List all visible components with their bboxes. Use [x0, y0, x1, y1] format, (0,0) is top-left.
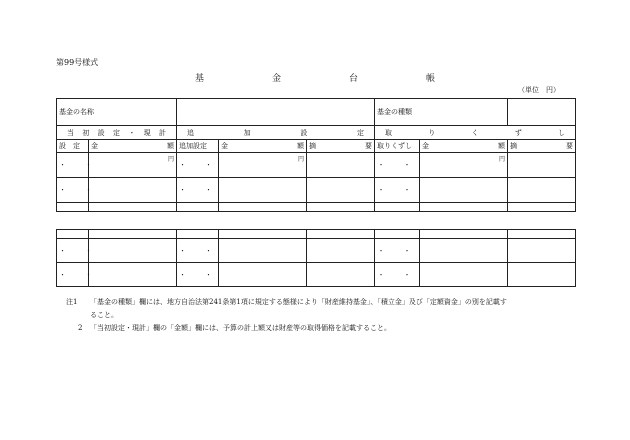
col-amount-3: 金 額 — [420, 140, 508, 153]
amount-cell[interactable] — [420, 263, 508, 287]
col-add-setting: 追加設定 — [177, 140, 219, 153]
title-char: 台 — [348, 74, 358, 84]
fund-name-label: 基金の名称 — [57, 99, 177, 126]
amount-cell[interactable] — [89, 239, 177, 263]
note-text: 「基金の種類」欄には、地方自治法第241条第1項に規定する態様により「財産維持基金」、「積立金」及び「定額資金」の別を記載す — [90, 298, 507, 306]
form-number: 第99号様式 — [56, 58, 99, 67]
title-char: 帳 — [425, 74, 435, 84]
note-item: 2 「当初設定・現計」欄の「金額」欄には、予算の計上額又は財産等の取得価格を記載すること。 — [66, 322, 586, 335]
date-cell[interactable]: ・ ・ — [375, 153, 420, 178]
date-cell[interactable]: ・ ・ — [57, 153, 89, 178]
col-memo-1: 摘 要 — [307, 140, 375, 153]
amount-cell[interactable] — [219, 263, 307, 287]
date-cell[interactable]: ・ ・ — [57, 178, 89, 203]
fund-info-row — [57, 99, 576, 126]
memo-cell[interactable] — [508, 153, 576, 178]
amount-cell[interactable] — [420, 178, 508, 203]
amount-cell[interactable] — [89, 263, 177, 287]
amount-cell[interactable] — [420, 239, 508, 263]
amount-cell[interactable]: 円 — [420, 153, 508, 178]
memo-cell[interactable] — [508, 178, 576, 203]
memo-cell[interactable] — [307, 153, 375, 178]
amount-cell[interactable]: 円 — [219, 153, 307, 178]
memo-cell[interactable] — [508, 263, 576, 287]
section-additional-header: 追 加 設 定 — [177, 126, 375, 140]
date-cell[interactable]: ・ ・ — [177, 178, 219, 203]
date-cell[interactable]: ・ ・ — [375, 239, 420, 263]
date-cell[interactable]: ・ ・ — [57, 263, 89, 287]
table-row-partial — [57, 230, 576, 239]
date-cell[interactable]: ・ ・ — [57, 239, 89, 263]
col-amount-1: 金 額 — [89, 140, 177, 153]
section-header-row — [57, 126, 576, 140]
table-row-partial — [57, 203, 576, 212]
note-text: ること。 — [90, 311, 118, 319]
fund-type-field[interactable] — [508, 99, 576, 126]
section-initial-header: 当 初 設 定 ・ 現 計 — [57, 126, 177, 140]
ledger-table-top — [56, 98, 576, 212]
memo-cell[interactable] — [307, 263, 375, 287]
notes — [66, 296, 586, 335]
memo-cell[interactable] — [307, 178, 375, 203]
note-item: 注1 「基金の種類」欄には、地方自治法第241条第1項に規定する態様により「財産維持基金」、「積立金」及び「定額資金」の別を記載す — [66, 296, 586, 309]
table-row — [57, 153, 576, 178]
col-setting: 設 定 — [57, 140, 89, 153]
note-text: 「当初設定・現計」欄の「金額」欄には、予算の計上額又は財産等の取得価格を記載すること。 — [90, 324, 391, 332]
table-row — [57, 239, 576, 263]
ledger-table-bottom — [56, 229, 576, 287]
fund-type-label: 基金の種類 — [375, 99, 508, 126]
table-row — [57, 263, 576, 287]
memo-cell[interactable] — [307, 239, 375, 263]
amount-cell[interactable] — [219, 239, 307, 263]
section-withdrawal-header: 取 り く ず し — [375, 126, 576, 140]
date-cell[interactable]: ・ ・ — [375, 178, 420, 203]
note-item — [66, 309, 586, 322]
fund-name-field[interactable] — [177, 99, 375, 126]
col-withdraw: 取りくずし — [375, 140, 420, 153]
date-cell[interactable]: ・ ・ — [177, 153, 219, 178]
amount-cell[interactable]: 円 — [89, 153, 177, 178]
date-cell[interactable]: ・ ・ — [177, 239, 219, 263]
column-header-row — [57, 140, 576, 153]
date-cell[interactable]: ・ ・ — [375, 263, 420, 287]
table-row — [57, 178, 576, 203]
memo-cell[interactable] — [508, 239, 576, 263]
amount-cell[interactable] — [219, 178, 307, 203]
col-amount-2: 金 額 — [219, 140, 307, 153]
col-memo-2: 摘 要 — [508, 140, 576, 153]
date-cell[interactable]: ・ ・ — [177, 263, 219, 287]
title-char: 金 — [271, 74, 281, 84]
unit-label: （単位 円） — [518, 86, 560, 94]
form-title — [195, 71, 435, 84]
amount-cell[interactable] — [89, 178, 177, 203]
title-char: 基 — [195, 74, 205, 84]
